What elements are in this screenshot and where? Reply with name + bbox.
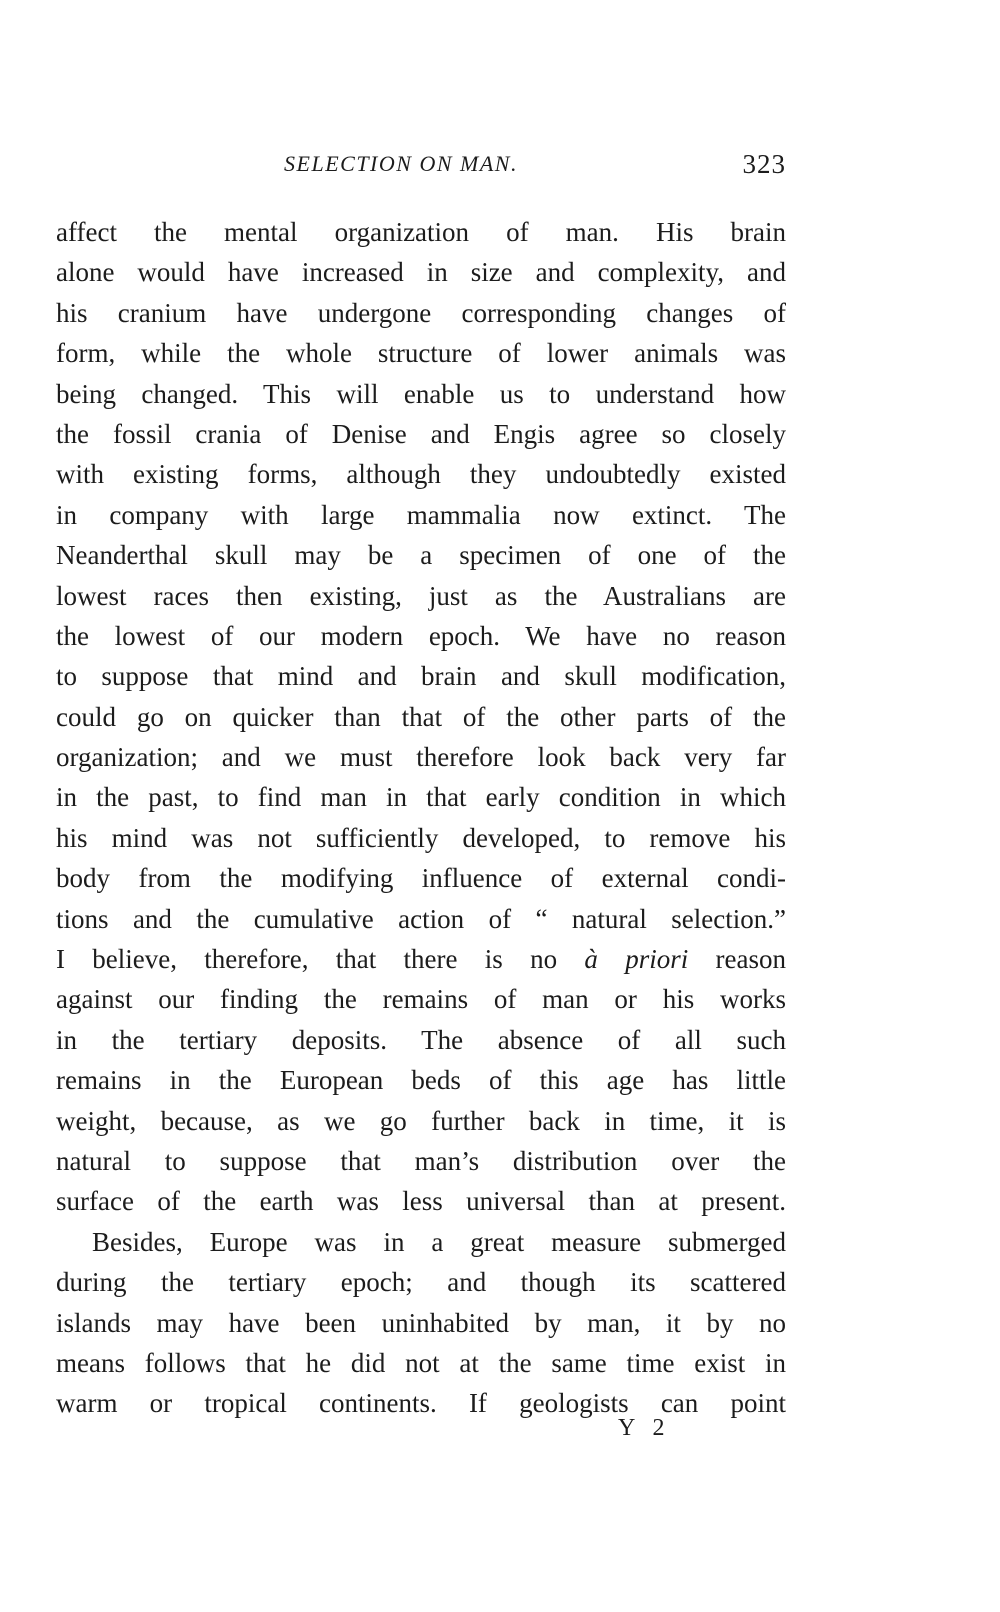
text-line: body from the modifying influence of external condi- — [56, 863, 786, 894]
text-line: form, while the whole structure of lower animals was — [56, 338, 786, 369]
text-line: could go on quicker than that of the other parts of the — [56, 701, 786, 732]
text-line: lowest races then existing, just as the Australians are — [56, 580, 786, 611]
text-line: means follows that he did not at the same time exist in — [56, 1347, 786, 1378]
text-line: alone would have increased in size and complexity, and — [56, 257, 786, 288]
text-line: weight, because, as we go further back in time, it is — [56, 1105, 786, 1136]
page-number: 323 — [742, 149, 786, 179]
text-line: tions and the cumulative action of “ natural selection.” — [56, 903, 786, 934]
text-line: his cranium have undergone corresponding changes of — [56, 297, 786, 328]
text-line: the lowest of our modern epoch. We have no reason — [56, 620, 786, 651]
text-line: organization; and we must therefore look back very far — [56, 742, 786, 773]
text-line-paragraph-start: Besides, Europe was in a great measure submerged — [92, 1226, 786, 1257]
text-line: in the tertiary deposits. The absence of all such — [56, 1024, 786, 1055]
text-line-with-italic — [56, 939, 786, 979]
text-line: affect the mental organization of man. His brain — [56, 217, 786, 247]
text-line: during the tertiary epoch; and though its scattered — [56, 1267, 786, 1298]
line-19-start: I believe, therefore, that there is no — [56, 944, 558, 975]
text-line: with existing forms, although they undoubtedly existed — [56, 459, 786, 490]
text-line: islands may have been uninhabited by man, it by no — [56, 1307, 786, 1338]
text-line: the fossil crania of Denise and Engis agree so closely — [56, 418, 786, 449]
running-head — [56, 144, 786, 184]
text-line: surface of the earth was less universal than at present. — [56, 1186, 786, 1217]
text-line: against our finding the remains of man or his works — [56, 984, 786, 1015]
signature-mark: Y 2 — [618, 1415, 671, 1441]
text-line: to suppose that mind and brain and skull modification, — [56, 661, 786, 692]
body-text — [56, 212, 786, 1424]
text-line: his mind was not sufficiently developed, to remove his — [56, 822, 786, 853]
text-line: natural to suppose that man’s distribution over the — [56, 1145, 786, 1176]
text-line: warm or tropical continents. If geologists can point — [56, 1388, 786, 1419]
text-line: in the past, to find man in that early condition in which — [56, 782, 786, 813]
running-title: SELECTION ON MAN. — [284, 151, 518, 176]
text-line: in company with large mammalia now extinct. The — [56, 499, 786, 530]
italic-phrase: à priori — [584, 944, 689, 975]
text-line: remains in the European beds of this age has little — [56, 1065, 786, 1096]
line-19-tail: reason — [715, 944, 786, 975]
text-line: Neanderthal skull may be a specimen of one of the — [56, 540, 786, 571]
text-line: being changed. This will enable us to understand how — [56, 378, 786, 409]
